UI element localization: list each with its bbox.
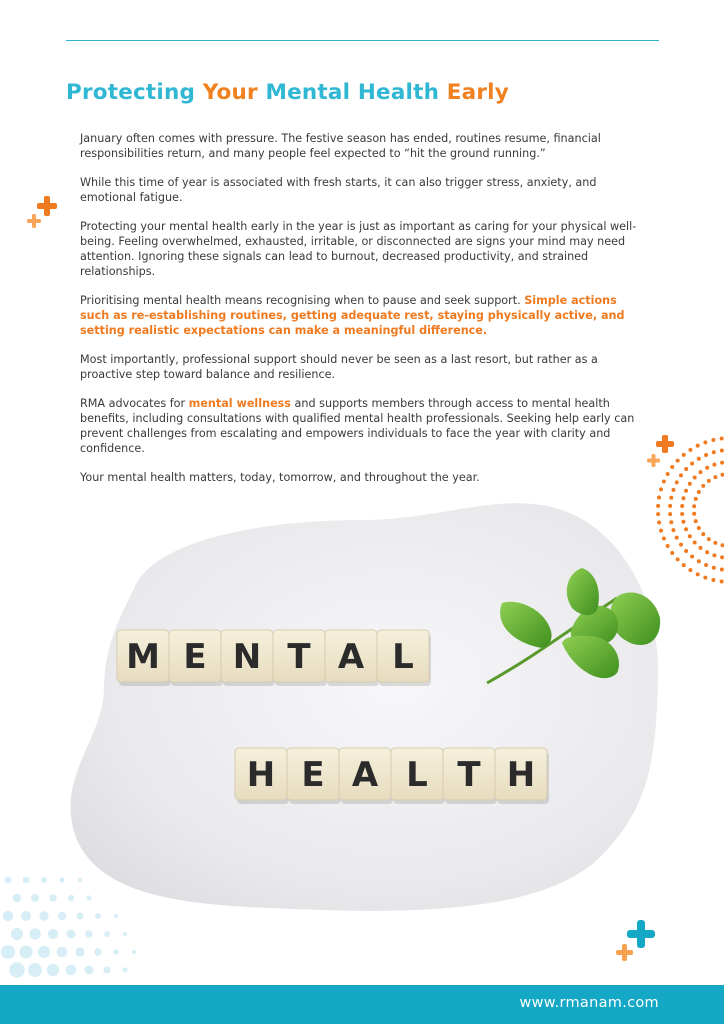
health-tile (287, 748, 341, 804)
page-title (66, 80, 509, 105)
dot (681, 496, 685, 500)
dot (41, 877, 47, 883)
footer-bar (0, 985, 724, 1024)
health-tile-letter: A (351, 755, 379, 795)
dot (703, 576, 707, 580)
dot (699, 470, 703, 474)
paragraph-2: While this time of year is associated with fresh starts, it can also trigger stress, anxiety, and emotional fatigue. (80, 176, 597, 204)
dot (676, 557, 680, 561)
dot (703, 440, 707, 444)
dot (681, 520, 685, 524)
paragraph-1: January often comes with pressure. The festive season has ended, routines resume, financial responsibilities return, and many people feel expected to “hit the ground running.” (80, 132, 601, 160)
dot (697, 526, 701, 530)
dot (690, 555, 694, 559)
title-part-early: Early (446, 80, 509, 105)
paragraph-4-text: Prioritising mental health means recognising when to pause and seek support. (80, 294, 525, 307)
dot (693, 541, 697, 545)
dot (104, 931, 110, 937)
dot (711, 438, 715, 442)
dot (684, 489, 688, 493)
dot (712, 553, 716, 557)
photo-background (68, 501, 660, 913)
health-tile (391, 748, 445, 804)
dot (707, 537, 711, 541)
dot (680, 512, 684, 516)
footer-website-link[interactable]: www.rmanam.com (519, 995, 659, 1011)
dot (31, 894, 39, 902)
dot (696, 572, 700, 576)
dot (699, 546, 703, 550)
title-part-protecting: Protecting (66, 80, 203, 105)
dot (713, 541, 717, 545)
health-tile-letter: T (457, 755, 481, 795)
dot (94, 948, 101, 955)
dot (688, 448, 692, 452)
photo-blob (62, 478, 672, 918)
dot (682, 453, 686, 457)
paragraph-4-highlight: Simple actions such as re-establishing routines, getting adequate rest, staying physically active, and setting realistic expectations can make a meaningful difference. (80, 294, 625, 337)
dot (711, 578, 715, 582)
mental-tile-letter: T (287, 637, 311, 677)
mental-tile (325, 630, 379, 686)
dot (693, 475, 697, 479)
dot (671, 528, 675, 532)
dot (675, 480, 679, 484)
dot (684, 467, 688, 471)
dot (75, 947, 84, 956)
dot (688, 534, 692, 538)
dot (113, 949, 119, 955)
health-tile-letter: H (506, 755, 536, 795)
dot (721, 473, 724, 477)
mental-tile (377, 630, 431, 686)
dot (694, 519, 698, 523)
dot (705, 466, 709, 470)
dot (670, 465, 674, 469)
mental-tile (169, 630, 223, 686)
dot (692, 512, 696, 516)
dot (103, 966, 110, 973)
dot (697, 457, 701, 461)
paragraph-6-text-end: and supports members through access to mental health benefits, including consultations with qualified mental health professionals. Seeking help early can prevent challenges from escalating and empowers individuals to face the year with clarity and confidence. (80, 397, 635, 455)
dot (692, 504, 696, 508)
dot (679, 473, 683, 477)
dot (57, 947, 68, 958)
dot (28, 963, 42, 977)
dot (19, 945, 32, 958)
tiles-row-mental (117, 630, 431, 686)
dot (707, 479, 711, 483)
mental-tile-letter: N (232, 637, 262, 677)
title-part-your: Your (202, 80, 266, 105)
article-body (80, 131, 648, 499)
top-divider (66, 40, 659, 41)
health-tile (443, 748, 497, 804)
dot (701, 532, 705, 536)
orange-plus-icon (37, 196, 57, 216)
dot (704, 453, 708, 457)
dot (684, 549, 688, 553)
dot (712, 566, 716, 570)
dot (9, 962, 24, 977)
dot (21, 911, 31, 921)
dot (85, 930, 92, 937)
dot (47, 964, 59, 976)
mental-tile-letter: M (126, 637, 160, 677)
paragraph-6-highlight: mental wellness (188, 397, 291, 410)
orange-plus-icon (616, 944, 633, 961)
dot (712, 450, 716, 454)
health-tile (495, 748, 549, 804)
mental-tile (273, 630, 327, 686)
paragraph-7: Your mental health matters, today, tomorrow, and throughout the year. (80, 471, 480, 484)
mental-tile (221, 630, 275, 686)
dot (688, 482, 692, 486)
title-part-mental-health: Mental Health (265, 80, 447, 105)
dot (3, 911, 14, 922)
dot (705, 550, 709, 554)
dot (67, 930, 76, 939)
dot (39, 911, 48, 920)
dot (688, 568, 692, 572)
dot (696, 444, 700, 448)
dot (49, 894, 56, 901)
paragraph-4 (80, 293, 648, 338)
dot (697, 490, 701, 494)
dot (29, 928, 40, 939)
dot (66, 965, 77, 976)
dot (1, 945, 15, 959)
health-tile (235, 748, 289, 804)
dot (671, 488, 675, 492)
dot (721, 543, 724, 547)
dot (713, 475, 717, 479)
dot (684, 527, 688, 531)
health-tile-letter: L (406, 755, 428, 795)
mental-health-photo (62, 478, 672, 918)
dot (690, 461, 694, 465)
dot (5, 877, 12, 884)
dot (680, 504, 684, 508)
health-tile-letter: E (301, 755, 325, 795)
dot (666, 472, 670, 476)
dot (38, 946, 50, 958)
dot (13, 894, 22, 903)
dot (712, 463, 716, 467)
dot (694, 497, 698, 501)
dot (11, 928, 23, 940)
dot (23, 877, 30, 884)
mental-tile-letter: L (392, 637, 414, 677)
dot (720, 449, 724, 453)
health-tile-letter: H (246, 755, 276, 795)
dot (720, 580, 724, 584)
dot (85, 966, 94, 975)
dot (682, 563, 686, 567)
dot (697, 559, 701, 563)
dot (701, 484, 705, 488)
paragraph-5: Most importantly, professional support should never be seen as a last resort, but rather as a proactive step toward balance and resilience. (80, 353, 598, 381)
dot (132, 950, 136, 954)
dot (48, 929, 58, 939)
dot (122, 967, 127, 972)
small-orange-plus-icon (27, 214, 41, 228)
dot (675, 536, 679, 540)
dot (720, 436, 724, 440)
dot (679, 543, 683, 547)
paragraph-3: Protecting your mental health early in the year is just as important as caring for your physical well-being. Feeling overwhelmed, exhausted, irritable, or disconnected are signs your mind may need attention. Ignoring these signals can lead to burnout, decreased productivity, and strained relationships. (80, 220, 637, 278)
paragraph-6 (80, 396, 648, 456)
dot (720, 461, 724, 465)
mental-tile-letter: A (337, 637, 365, 677)
paragraph-6-text-start: RMA advocates for (80, 397, 189, 410)
health-tile (339, 748, 393, 804)
dot (720, 555, 724, 559)
tiles-row-health (235, 748, 549, 804)
dot (704, 563, 708, 567)
mental-tile (117, 630, 171, 686)
dot (720, 567, 724, 571)
mental-tile-letter: E (183, 637, 207, 677)
dot (123, 932, 127, 936)
dot (676, 459, 680, 463)
